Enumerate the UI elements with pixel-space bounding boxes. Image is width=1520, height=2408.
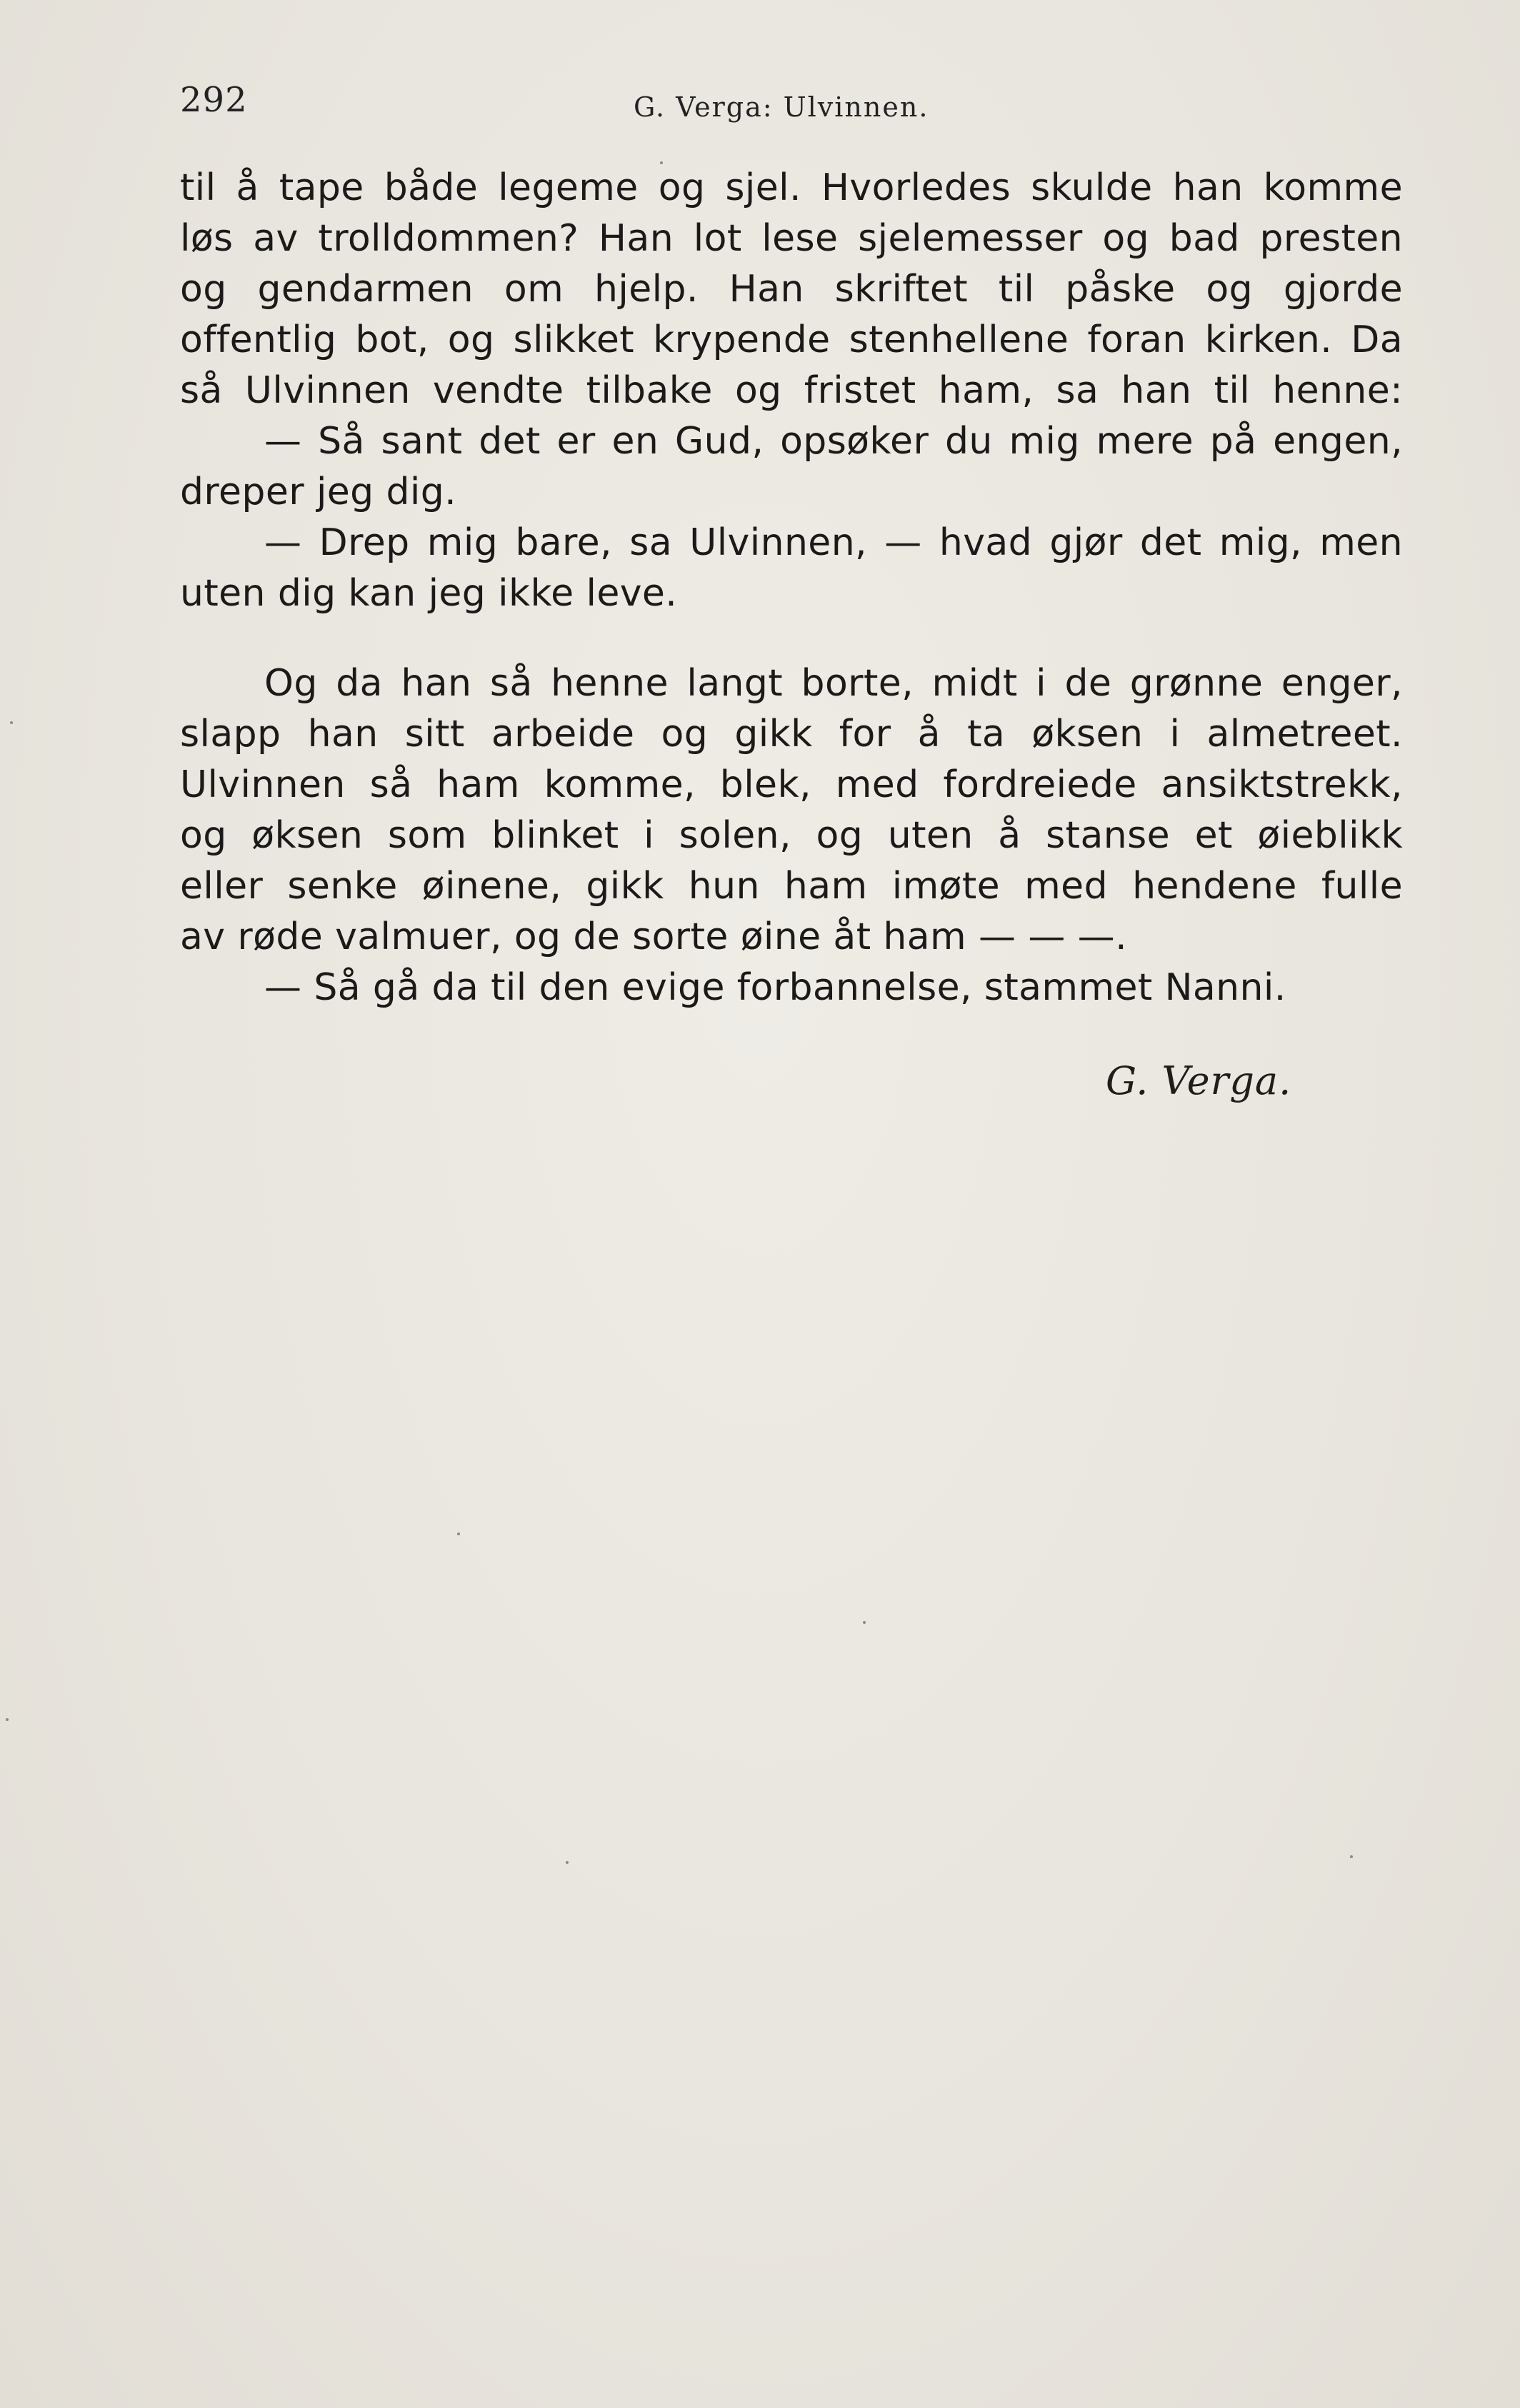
text-line: — Så gå da til den evige forbannelse, stammet Nanni.: [264, 966, 1286, 1009]
text-line: til å tape både legeme og sjel. Hvorledes skulde han komme: [180, 166, 1403, 209]
paragraph: [180, 163, 1403, 416]
paragraph-gap: [180, 619, 1403, 658]
paper-speck: [6, 1718, 9, 1721]
paragraph: [180, 963, 1403, 1013]
running-head: G. Verga: Ulvinnen.: [634, 91, 929, 123]
paper-speck: [660, 161, 663, 164]
text-line: så Ulvinnen vendte tilbake og fristet ham, sa han til henne:: [180, 369, 1403, 412]
text-line: og gendarmen om hjelp. Han skriftet til påske og gjorde: [180, 268, 1403, 311]
body-text: [180, 163, 1403, 1013]
text-line: dreper jeg dig.: [180, 471, 457, 513]
text-line: eller senke øinene, gikk hun ham imøte med hendene fulle: [180, 865, 1403, 908]
text-line: løs av trolldommen? Han lot lese sjelemesser og bad presten: [180, 217, 1403, 260]
paper-speck: [1350, 1855, 1353, 1858]
text-line: Ulvinnen så ham komme, blek, med fordreiede ansiktstrekk,: [180, 763, 1403, 806]
text-line: — Så sant det er en Gud, opsøker du mig mere på engen,: [264, 420, 1403, 463]
paragraph: [180, 658, 1403, 963]
paragraph: [180, 518, 1403, 619]
text-line: av røde valmuer, og de sorte øine åt ham — — —.: [180, 915, 1128, 958]
paper-speck: [10, 721, 13, 724]
text-line: uten dig kan jeg ikke leve.: [180, 572, 678, 615]
page-header: [180, 80, 1403, 130]
text-line: Og da han så henne langt borte, midt i de grønne enger,: [264, 662, 1403, 705]
author-signature: G. Verga.: [1106, 1058, 1292, 1103]
page-number: 292: [180, 80, 248, 120]
text-line: slapp han sitt arbeide og gikk for å ta øksen i almetreet.: [180, 713, 1403, 756]
text-line: offentlig bot, og slikket krypende stenhellene foran kirken. Da: [180, 318, 1403, 361]
paper-speck: [863, 1621, 866, 1624]
text-line: og øksen som blinket i solen, og uten å stanse et øieblikk: [180, 814, 1403, 857]
text-line: — Drep mig bare, sa Ulvinnen, — hvad gjør det mig, men: [264, 521, 1403, 564]
paper-speck: [566, 1861, 569, 1864]
paper-speck: [457, 1532, 460, 1535]
paragraph: [180, 416, 1403, 518]
